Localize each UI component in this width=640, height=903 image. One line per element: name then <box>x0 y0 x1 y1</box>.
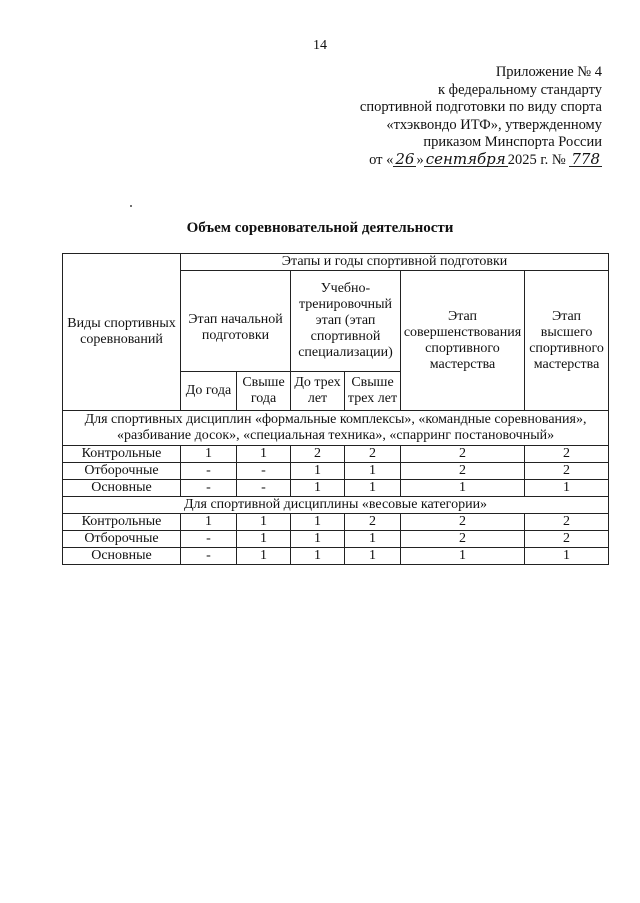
cell: 1 <box>237 531 291 548</box>
header-stage-improvement: Этап совершенствования спортивного мастерства <box>401 271 525 411</box>
cell: 1 <box>237 548 291 565</box>
cell: - <box>181 463 237 480</box>
header-up-to-3: До трех лет <box>291 372 345 411</box>
appendix-line-4: «тхэквондо ИТФ», утвержденному <box>386 116 602 133</box>
cell: 1 <box>291 480 345 497</box>
cell: 1 <box>237 514 291 531</box>
cell: 2 <box>401 531 525 548</box>
appendix-line-2: к федеральному стандарту <box>438 81 602 98</box>
cell: 1 <box>237 446 291 463</box>
header-stage-highest: Этап высшего спортивного мастерства <box>525 271 609 411</box>
date-prefix: от « <box>369 151 394 168</box>
cell: 1 <box>181 446 237 463</box>
cell: 1 <box>345 480 401 497</box>
appendix-date-line <box>360 149 602 170</box>
cell: - <box>181 548 237 565</box>
order-number-handwritten: 778 <box>571 149 600 168</box>
cell: 2 <box>525 514 609 531</box>
cell: - <box>237 463 291 480</box>
competition-table <box>62 253 609 565</box>
cell: 2 <box>401 514 525 531</box>
table-row <box>63 514 609 531</box>
cell: 1 <box>291 548 345 565</box>
section-row-2 <box>63 497 609 514</box>
cell: 1 <box>401 480 525 497</box>
cell: 1 <box>291 514 345 531</box>
cell: 2 <box>525 446 609 463</box>
header-stage-initial: Этап начальной подготовки <box>181 271 291 372</box>
header-up-to-year: До года <box>181 372 237 411</box>
section-1-title: Для спортивных дисциплин «формальные комплексы», «командные соревнования», «разбивание досок», «специальная техника», «спарринг постановочный» <box>63 411 609 446</box>
cell: 1 <box>525 480 609 497</box>
section-2-title: Для спортивной дисциплины «весовые категории» <box>63 497 609 514</box>
date-year: 2025 г. № <box>507 151 566 168</box>
document-title: Объем соревновательной деятельности <box>186 220 454 236</box>
cell: 1 <box>401 548 525 565</box>
row-label: Основные <box>63 548 181 565</box>
cell: - <box>181 531 237 548</box>
table-row <box>63 480 609 497</box>
cell: 2 <box>291 446 345 463</box>
cell: 1 <box>345 548 401 565</box>
cell: 2 <box>345 446 401 463</box>
appendix-line-5: приказом Минспорта России <box>423 134 602 150</box>
row-label: Основные <box>63 480 181 497</box>
appendix-block <box>360 64 602 169</box>
header-over-3: Свыше трех лет <box>345 372 401 411</box>
header-row-1 <box>63 254 609 271</box>
section-row-1 <box>63 411 609 446</box>
header-over-year: Свыше года <box>237 372 291 411</box>
cell: 1 <box>345 531 401 548</box>
row-label: Отборочные <box>63 463 181 480</box>
page-number: 14 <box>313 38 327 53</box>
date-month-handwritten: сентября <box>425 149 506 168</box>
cell: 2 <box>525 463 609 480</box>
stray-dot <box>130 205 132 207</box>
table-row <box>63 463 609 480</box>
cell: 1 <box>291 531 345 548</box>
appendix-line-1: Приложение № 4 <box>495 64 602 80</box>
table-row <box>63 548 609 565</box>
date-day-handwritten: 26 <box>395 149 415 168</box>
cell: 2 <box>401 463 525 480</box>
cell: 1 <box>345 463 401 480</box>
cell: 2 <box>401 446 525 463</box>
header-stage-training: Учебно-тренировочный этап (этап спортивной специализации) <box>291 271 401 372</box>
cell: - <box>237 480 291 497</box>
cell: 1 <box>291 463 345 480</box>
header-kinds: Виды спортивных соревнований <box>63 254 181 411</box>
row-label: Отборочные <box>63 531 181 548</box>
cell: - <box>181 480 237 497</box>
cell: 2 <box>345 514 401 531</box>
appendix-line-3: спортивной подготовки по виду спорта <box>359 99 602 115</box>
cell: 1 <box>181 514 237 531</box>
cell: 1 <box>525 548 609 565</box>
header-stages: Этапы и годы спортивной подготовки <box>181 254 609 271</box>
table-row <box>63 531 609 548</box>
row-label: Контрольные <box>63 446 181 463</box>
table-row <box>63 446 609 463</box>
row-label: Контрольные <box>63 514 181 531</box>
date-sep: » <box>416 151 424 168</box>
cell: 2 <box>525 531 609 548</box>
